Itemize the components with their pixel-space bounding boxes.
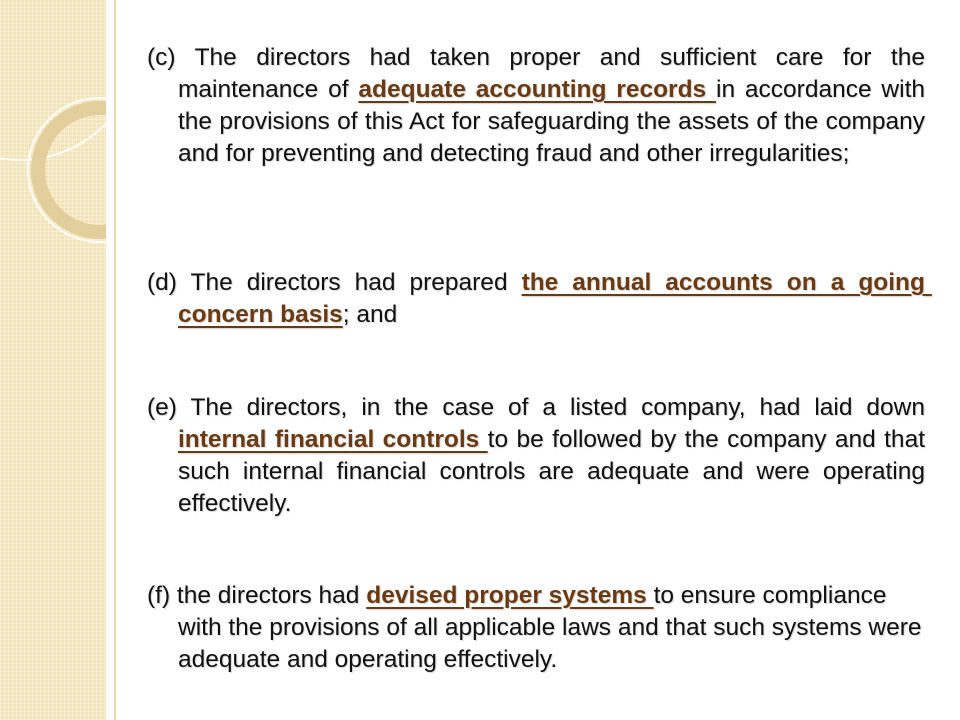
decorative-side-band (0, 0, 106, 720)
paragraph-e-highlight: internal financial controls (178, 426, 488, 453)
paragraph-e (147, 392, 925, 520)
paragraph-e-text-after: to be followed by the company and that such internal financial controls are adequate and were operating effectively. (178, 426, 925, 517)
paragraph-c-highlight: adequate accounting records (358, 76, 717, 103)
paragraph-e-text: (e) The directors, in the case of a listed company, had laid down (147, 394, 925, 421)
paragraph-f-text-after: to ensure compliance with the provisions of all applicable laws and that such systems were adequate and operating effectively. (178, 582, 922, 673)
paragraph-c-text-after: in accordance with the provisions of this Act for safeguarding the assets of the company and for preventing and detecting fraud and other irregularities; (178, 76, 926, 167)
paragraph-d (147, 267, 932, 331)
paragraph-d-highlight: the annual accounts on a going concern basis (178, 269, 932, 328)
decorative-ring (38, 108, 106, 232)
paragraph-c-text: (c) The directors had taken proper and sufficient care for the maintenance of (147, 44, 925, 103)
paragraph-d-text: (d) The directors had prepared (147, 269, 522, 296)
paragraph-f (147, 580, 925, 676)
decorative-circles (0, 0, 106, 720)
paragraph-d-text-after: ; and (342, 301, 398, 328)
paragraph-f-text: (f) the directors had (147, 582, 367, 609)
paragraph-c (147, 42, 925, 170)
paragraph-f-highlight: devised proper systems (366, 582, 654, 609)
vertical-divider (114, 0, 116, 720)
